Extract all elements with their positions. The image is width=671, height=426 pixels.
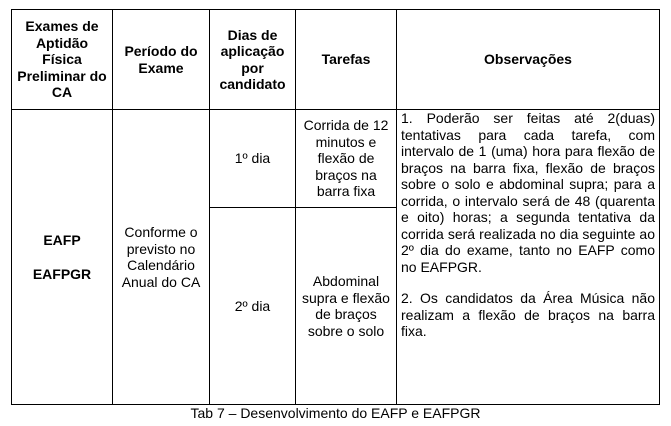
header-notes: Observações xyxy=(397,10,660,110)
day-1-cell: 1º dia xyxy=(210,110,296,208)
header-exam: Exames de Aptidão Física Preliminar do CA xyxy=(12,10,113,110)
exam-development-table xyxy=(11,9,660,405)
exam-name-eafp: EAFP xyxy=(43,231,81,248)
header-days: Dias de aplicação por candidato xyxy=(210,10,296,110)
period-cell: Conforme o previsto no Calendário Anual do CA xyxy=(113,110,210,405)
day-2-tasks-cell: Abdominal supra e flexão de braços sobre o solo xyxy=(296,208,397,405)
table-row xyxy=(12,110,660,208)
day-1-tasks-cell: Corrida de 12 minutos e flexão de braços na barra fixa xyxy=(296,110,397,208)
exam-names-cell xyxy=(12,110,113,405)
day-2-cell: 2º dia xyxy=(210,208,296,405)
notes-cell xyxy=(397,110,660,405)
header-period: Período do Exame xyxy=(113,10,210,110)
exam-name-eafpgr: EAFPGR xyxy=(32,266,92,282)
header-row xyxy=(12,10,660,110)
header-tasks: Tarefas xyxy=(296,10,397,110)
table-caption: Tab 7 – Desenvolvimento do EAFP e EAFPGR xyxy=(190,405,481,421)
note-2: 2. Os candidatos da Área Música não realizam a flexão de braços na barra fixa. xyxy=(401,290,655,339)
note-1: 1. Poderão ser feitas até 2(duas) tentativas para cada tarefa, com intervalo de 1 (uma) hora para flexão de braços na barra fixa, flexão de braços sobre o solo e abdominal supra; para a corrida, o intervalo será de 48 (quarenta e oito) horas; a segunda tentativa da corrida será realizada no dia seguinte ao 2º dia do exame, tanto no EAFP como no EAFPGR. xyxy=(401,110,655,275)
